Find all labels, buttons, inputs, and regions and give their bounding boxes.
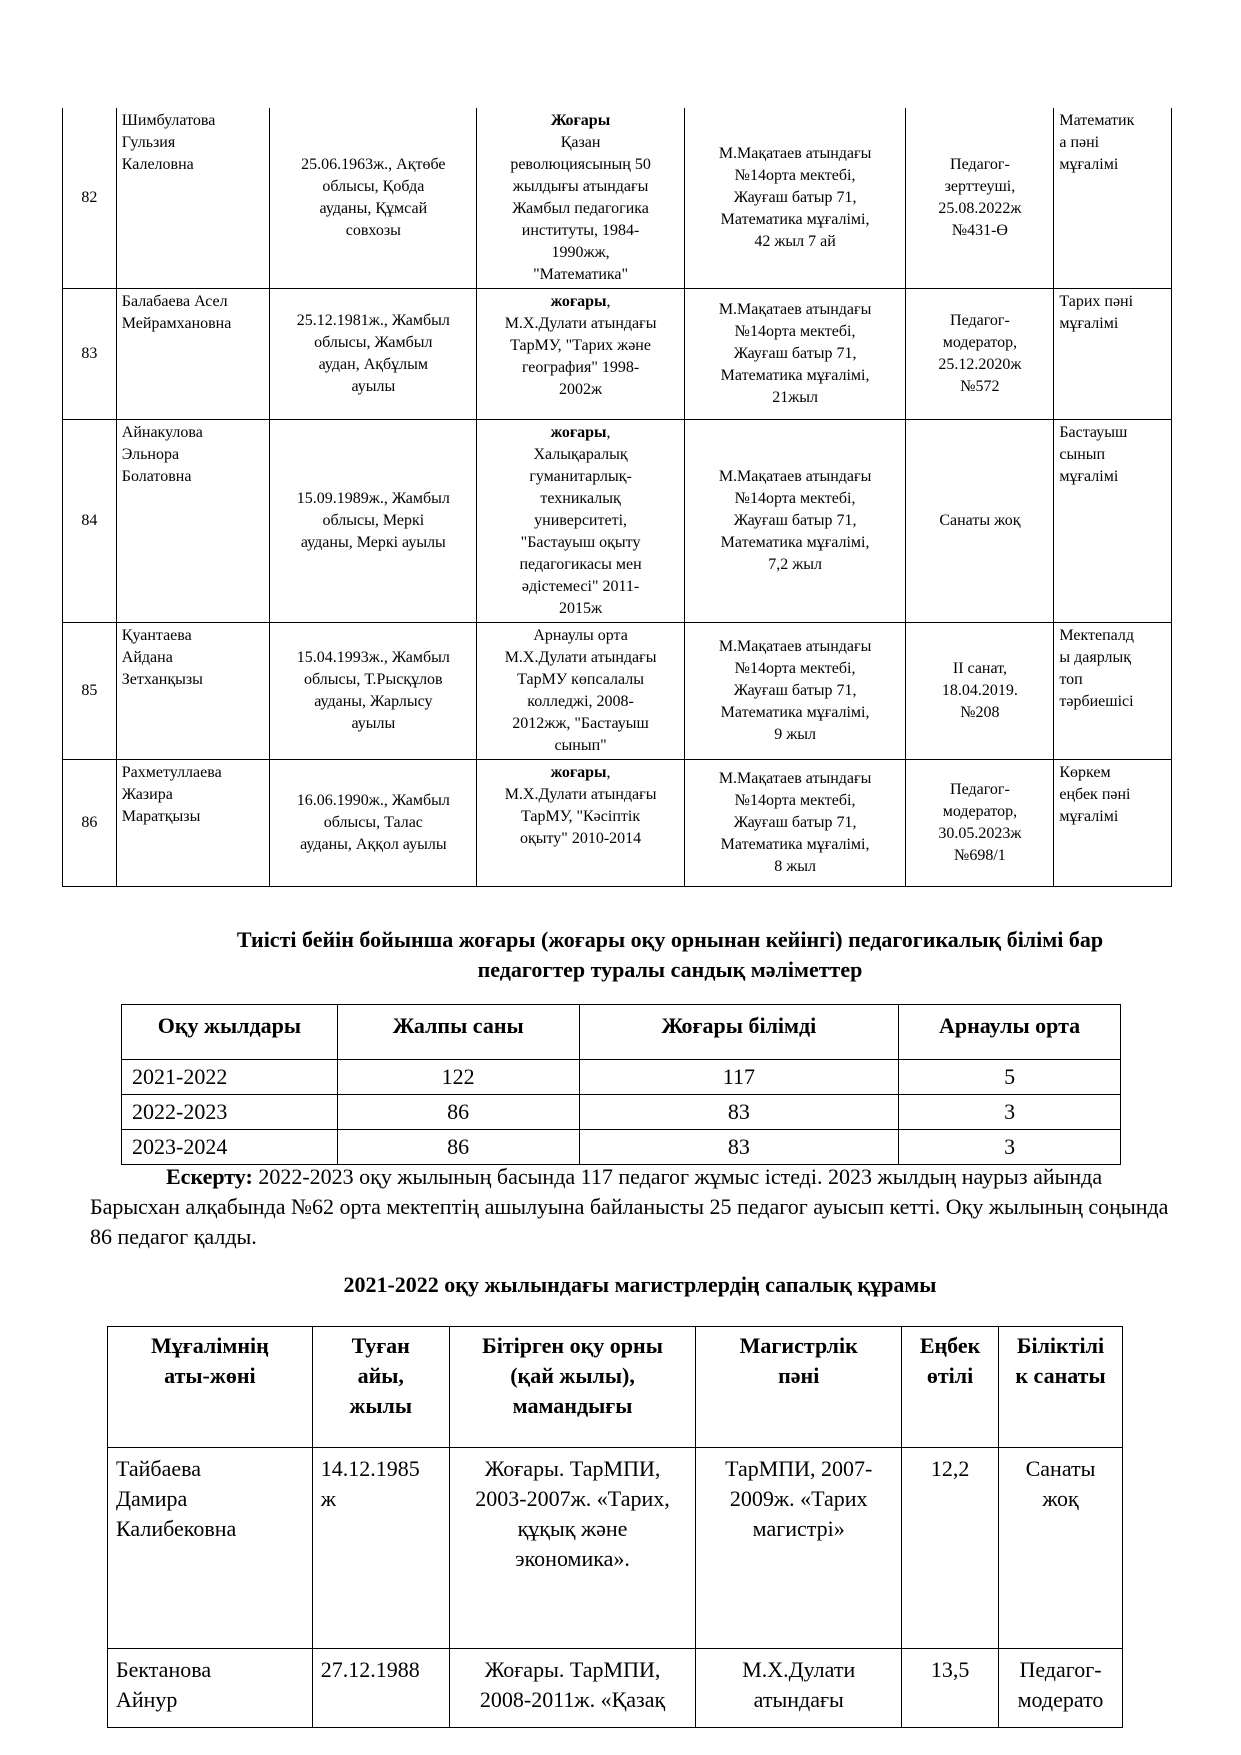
cell-line: Жауғаш батыр 71, <box>733 682 857 699</box>
cell-line: №14орта мектебі, <box>734 792 856 809</box>
cell-line: М.Мақатаев атындағы <box>718 145 872 162</box>
cell-line: Балабаева Асел <box>121 293 228 310</box>
cell-line: ТарМПИ, 2007- <box>725 1456 873 1481</box>
master-name <box>108 1448 313 1649</box>
cell-line: Арнаулы орта <box>533 627 628 644</box>
cell-line: М.Мақатаев атындағы <box>718 770 872 787</box>
cell-line: 8 жыл <box>774 858 816 875</box>
cell-line: Математика мұғалімі, <box>720 836 870 853</box>
cell-line: колледжі, 2008- <box>527 693 634 710</box>
cell-line: Халықаралық <box>533 446 628 463</box>
cell-line: Жазира <box>121 786 173 803</box>
cell-line: облысы, Қобда <box>322 178 425 195</box>
staff-category <box>906 623 1054 760</box>
cell-line: Бастауыш <box>1059 424 1128 441</box>
staff-birth <box>270 760 477 887</box>
education-level-label: Жоғары <box>550 112 611 129</box>
education-level <box>482 291 678 313</box>
cell-line: облысы, Талас <box>323 814 423 831</box>
education-level <box>482 422 678 444</box>
cell-line: ТарМУ көпсалалы <box>517 671 644 688</box>
cell-line: Магистрлік <box>739 1333 858 1358</box>
cell-line: М.Х.Дулати <box>742 1657 856 1682</box>
education-level-suffix: , <box>606 424 611 441</box>
cell-line: топ <box>1059 671 1083 688</box>
cell-line: №14орта мектебі, <box>734 323 856 340</box>
stats-table-body <box>122 1060 1121 1165</box>
staff-position <box>1054 108 1172 289</box>
staff-row-number: 83 <box>63 289 117 420</box>
cell-line: Математика мұғалімі, <box>720 704 870 721</box>
cell-line: Жауғаш батыр 71, <box>733 189 857 206</box>
stats-row <box>122 1130 1121 1165</box>
masters-table <box>107 1326 1123 1728</box>
cell-line: 13,5 <box>930 1657 970 1682</box>
cell-line: Зетханқызы <box>121 671 203 688</box>
cell-line: жоқ <box>1042 1486 1079 1511</box>
cell-line: Санаты жоқ <box>939 512 1021 529</box>
cell-line: атындағы <box>753 1687 844 1712</box>
education-level-suffix: , <box>606 764 611 781</box>
stats-value: 86 <box>337 1130 579 1165</box>
masters-header-row <box>108 1327 1123 1448</box>
cell-line: ауданы, Аққол ауылы <box>300 836 447 853</box>
cell-line: Рахметуллаева <box>121 764 222 781</box>
stats-value: 3 <box>899 1130 1121 1165</box>
staff-birth <box>270 289 477 420</box>
cell-line: Бітірген оқу орны <box>482 1333 663 1358</box>
cell-line: мұғалімі <box>1059 468 1119 485</box>
cell-line: Математика мұғалімі, <box>720 211 870 228</box>
cell-line: Шимбулатова <box>121 112 216 129</box>
cell-line: к санаты <box>1015 1363 1106 1388</box>
masters-header-education <box>449 1327 696 1448</box>
staff-table-body <box>63 108 1172 887</box>
cell-line: Мейрамхановна <box>121 315 232 332</box>
cell-line: 14.12.1985 <box>320 1456 420 1481</box>
stats-heading <box>150 925 1190 985</box>
master-experience <box>902 1649 999 1728</box>
cell-line: Калеловна <box>121 156 194 173</box>
stats-value: 83 <box>579 1130 899 1165</box>
cell-line: модерато <box>1017 1687 1104 1712</box>
cell-line: педагогикасы мен <box>519 556 642 573</box>
staff-row <box>63 760 1172 887</box>
stats-value: 122 <box>337 1060 579 1095</box>
stats-header-total: Жалпы саны <box>337 1005 579 1060</box>
cell-line: М.Х.Дулати атындағы <box>504 649 657 666</box>
cell-line: Біліктілі <box>1016 1333 1105 1358</box>
cell-line: "Математика" <box>533 266 629 283</box>
stats-header-higher: Жоғары білімді <box>579 1005 899 1060</box>
cell-line: Жоғары. ТарМПИ, <box>484 1657 661 1682</box>
cell-line: Жауғаш батыр 71, <box>733 814 857 831</box>
staff-workplace <box>684 420 906 623</box>
cell-line: 30.05.2023ж <box>938 825 1022 842</box>
cell-line: Айдана <box>121 649 173 666</box>
cell-line: экономика». <box>515 1546 630 1571</box>
masters-table-body <box>108 1448 1123 1728</box>
staff-row <box>63 108 1172 289</box>
cell-line: (қай жылы), <box>510 1363 635 1388</box>
cell-line: сынып" <box>554 737 607 754</box>
staff-birth <box>270 623 477 760</box>
cell-line: а пәні <box>1059 134 1100 151</box>
master-subject <box>696 1649 902 1728</box>
cell-line: 25.08.2022ж <box>938 200 1022 217</box>
cell-line: 2008-2011ж. «Қазақ <box>479 1687 666 1712</box>
note-text: 2022-2023 оқу жылының басында 117 педагог жұмыс істеді. 2023 жылдың наурыз айында Барысхан алқабында №62 орта мектептің ашылуына байланысты 25 педагог ауысып кетті. Оқу жылының соңында 86 педагог қалды. <box>90 1164 1169 1249</box>
cell-line: №698/1 <box>954 847 1006 864</box>
cell-line: 42 жыл 7 ай <box>754 233 836 250</box>
masters-heading: 2021-2022 оқу жылындағы магистрлердің сапалық құрамы <box>343 1272 937 1297</box>
cell-line: модератор, <box>942 803 1018 820</box>
cell-line: Гульзия <box>121 134 176 151</box>
staff-education <box>477 289 684 420</box>
staff-row-number: 82 <box>63 108 117 289</box>
cell-line: институты, 1984- <box>521 222 640 239</box>
staff-position <box>1054 760 1172 887</box>
master-birth <box>312 1448 449 1649</box>
cell-line: аудан, Ақбұлым <box>318 356 429 373</box>
cell-line: Санаты <box>1025 1456 1096 1481</box>
cell-line: Айнур <box>116 1687 178 1712</box>
staff-education <box>477 760 684 887</box>
cell-line: "Бастауыш оқыту <box>520 534 641 551</box>
staff-name <box>116 760 269 887</box>
cell-line: 15.04.1993ж., Жамбыл <box>296 649 450 666</box>
cell-line: Жауғаш батыр 71, <box>733 512 857 529</box>
staff-education <box>477 420 684 623</box>
cell-line: ауданы, Жарлысу <box>314 693 433 710</box>
cell-line: айы, <box>357 1363 404 1388</box>
masters-row <box>108 1649 1123 1728</box>
cell-line: зерттеуші, <box>944 178 1016 195</box>
cell-line: 7,2 жыл <box>768 556 822 573</box>
stats-value: 3 <box>899 1095 1121 1130</box>
cell-line: 2003-2007ж. «Тарих, <box>475 1486 670 1511</box>
staff-education <box>477 108 684 289</box>
education-level-label: жоғары <box>550 293 607 310</box>
staff-position <box>1054 420 1172 623</box>
education-level-suffix: , <box>606 293 611 310</box>
staff-row-number: 85 <box>63 623 117 760</box>
master-education <box>449 1448 696 1649</box>
cell-line: М.Мақатаев атындағы <box>718 468 872 485</box>
cell-line: 27.12.1988 <box>320 1657 420 1682</box>
staff-category <box>906 420 1054 623</box>
cell-line: №431-Ө <box>951 222 1008 239</box>
cell-line: Көркем <box>1059 764 1111 781</box>
cell-line: гуманитарлық- <box>529 468 632 485</box>
stats-row <box>122 1095 1121 1130</box>
cell-line: өтілі <box>926 1363 974 1388</box>
cell-line: 18.04.2019. <box>941 682 1018 699</box>
cell-line: Мектепалд <box>1059 627 1135 644</box>
staff-row-number: 84 <box>63 420 117 623</box>
cell-line: ауданы, Құмсай <box>319 200 428 217</box>
education-level-label: жоғары <box>550 424 607 441</box>
cell-line: 21жыл <box>772 389 818 406</box>
cell-line: магистрі» <box>752 1516 845 1541</box>
cell-line: 25.12.1981ж., Жамбыл <box>296 312 450 329</box>
cell-line: Математика мұғалімі, <box>720 534 870 551</box>
masters-header-experience <box>902 1327 999 1448</box>
cell-line: мамандығы <box>512 1393 633 1418</box>
cell-line: Педагог- <box>950 156 1010 173</box>
cell-line: Маратқызы <box>121 808 201 825</box>
education-level-label: жоғары <box>550 764 607 781</box>
cell-line: Бектанова <box>116 1657 212 1682</box>
stats-header-years: Оқу жылдары <box>122 1005 338 1060</box>
cell-line: 1990жж, <box>551 244 610 261</box>
cell-line: М.Х.Дулати атындағы <box>504 786 657 803</box>
cell-line: №14орта мектебі, <box>734 660 856 677</box>
staff-workplace <box>684 623 906 760</box>
staff-table <box>62 108 1172 887</box>
cell-line: техникалық <box>540 490 621 507</box>
staff-workplace <box>684 289 906 420</box>
masters-header-master-subject <box>696 1327 902 1448</box>
cell-line: Туған <box>351 1333 410 1358</box>
cell-line: Тарих пәні <box>1059 293 1134 310</box>
cell-line: Жауғаш батыр 71, <box>733 345 857 362</box>
staff-category <box>906 108 1054 289</box>
staff-birth <box>270 108 477 289</box>
cell-line: тәрбиешісі <box>1059 693 1134 710</box>
master-name <box>108 1649 313 1728</box>
cell-line: 15.09.1989ж., Жамбыл <box>296 490 450 507</box>
cell-line: Дамира <box>116 1486 188 1511</box>
note-paragraph <box>90 1162 1190 1252</box>
master-subject <box>696 1448 902 1649</box>
cell-line: Тайбаева <box>116 1456 202 1481</box>
cell-line: оқыту" 2010-2014 <box>519 830 642 847</box>
cell-line: Эльнора <box>121 446 180 463</box>
cell-line: облысы, Меркі <box>322 512 425 529</box>
staff-position <box>1054 289 1172 420</box>
cell-line: 12,2 <box>930 1456 970 1481</box>
stats-year: 2023-2024 <box>122 1130 338 1165</box>
stats-header-row <box>122 1005 1121 1060</box>
cell-line: Математик <box>1059 112 1135 129</box>
cell-line: 25.12.2020ж <box>938 356 1022 373</box>
cell-line: 2015ж <box>559 600 603 617</box>
cell-line: ауылы <box>351 378 396 395</box>
cell-line: ауданы, Меркі ауылы <box>300 534 446 551</box>
cell-line: Еңбек <box>919 1333 981 1358</box>
cell-line: 2012жж, "Бастауыш <box>512 715 649 732</box>
cell-line: сынып <box>1059 446 1106 463</box>
cell-line: №14орта мектебі, <box>734 167 856 184</box>
cell-line: жылы <box>349 1393 413 1418</box>
cell-line: ТарМУ, "Тарих және <box>510 337 651 354</box>
cell-line: М.Мақатаев атындағы <box>718 638 872 655</box>
cell-line: II санат, <box>952 660 1007 677</box>
cell-line: облысы, Т.Рысқұлов <box>304 671 443 688</box>
cell-line: №208 <box>960 704 1000 721</box>
cell-line: мұғалімі <box>1059 156 1119 173</box>
masters-row <box>108 1448 1123 1649</box>
staff-birth <box>270 420 477 623</box>
staff-name <box>116 623 269 760</box>
cell-line: Математика мұғалімі, <box>720 367 870 384</box>
cell-line: революциясының 50 <box>510 156 651 173</box>
cell-line: ж <box>320 1486 336 1511</box>
cell-line: модератор, <box>942 334 1018 351</box>
stats-heading-line: Тиісті бейін бойынша жоғары (жоғары оқу орнынан кейінгі) педагогикалық білімі бар <box>236 927 1104 952</box>
master-category <box>999 1649 1123 1728</box>
staff-row-number: 86 <box>63 760 117 887</box>
staff-category <box>906 760 1054 887</box>
cell-line: әдістемесі" 2011- <box>521 578 640 595</box>
cell-line: ы даярлық <box>1059 649 1131 666</box>
cell-line: №14орта мектебі, <box>734 490 856 507</box>
staff-row <box>63 289 1172 420</box>
cell-line: Мұғалімнің <box>150 1333 269 1358</box>
cell-line: мұғалімі <box>1059 315 1119 332</box>
cell-line: университеті, <box>534 512 628 529</box>
stats-value: 117 <box>579 1060 899 1095</box>
stats-year: 2021-2022 <box>122 1060 338 1095</box>
staff-category <box>906 289 1054 420</box>
cell-line: Жамбыл педагогика <box>512 200 649 217</box>
cell-line: география" 1998- <box>521 359 640 376</box>
staff-name <box>116 420 269 623</box>
education-level <box>482 110 678 132</box>
cell-line: Қазан <box>560 134 601 151</box>
stats-year: 2022-2023 <box>122 1095 338 1130</box>
staff-name <box>116 108 269 289</box>
master-birth <box>312 1649 449 1728</box>
stats-heading-line: педагогтер туралы сандық мәліметтер <box>477 957 863 982</box>
cell-line: М.Мақатаев атындағы <box>718 301 872 318</box>
cell-line: 2002ж <box>559 381 603 398</box>
cell-line: аты-жөні <box>164 1363 256 1388</box>
cell-line: еңбек пәні <box>1059 786 1131 803</box>
cell-line: 9 жыл <box>774 726 816 743</box>
cell-line: Жоғары. ТарМПИ, <box>484 1456 661 1481</box>
master-experience <box>902 1448 999 1649</box>
cell-line: Педагог- <box>950 312 1010 329</box>
stats-row <box>122 1060 1121 1095</box>
cell-line: М.Х.Дулати атындағы <box>504 315 657 332</box>
stats-header-vocational: Арнаулы орта <box>899 1005 1121 1060</box>
cell-line: Қуантаева <box>121 627 192 644</box>
staff-row <box>63 623 1172 760</box>
stats-value: 83 <box>579 1095 899 1130</box>
cell-line: Педагог- <box>1019 1657 1102 1682</box>
cell-line: Калибековна <box>116 1516 237 1541</box>
staff-workplace <box>684 108 906 289</box>
stats-value: 5 <box>899 1060 1121 1095</box>
cell-line: 25.06.1963ж., Ақтөбе <box>301 156 446 173</box>
staff-workplace <box>684 760 906 887</box>
cell-line: 2009ж. «Тарих <box>729 1486 868 1511</box>
cell-line: құқық және <box>517 1516 628 1541</box>
master-category <box>999 1448 1123 1649</box>
cell-line: жылдығы атындағы <box>512 178 649 195</box>
staff-position <box>1054 623 1172 760</box>
cell-line: совхозы <box>345 222 401 239</box>
cell-line: облысы, Жамбыл <box>314 334 433 351</box>
masters-header-birth <box>312 1327 449 1448</box>
cell-line: №572 <box>960 378 1000 395</box>
cell-line: Болатовна <box>121 468 192 485</box>
cell-line: Айнакулова <box>121 424 203 441</box>
staff-education <box>477 623 684 760</box>
cell-line: Педагог- <box>950 781 1010 798</box>
stats-table <box>121 1004 1121 1165</box>
masters-header-category <box>999 1327 1123 1448</box>
cell-line: пәні <box>778 1363 820 1388</box>
staff-row <box>63 420 1172 623</box>
staff-name <box>116 289 269 420</box>
cell-line: мұғалімі <box>1059 808 1119 825</box>
master-education <box>449 1649 696 1728</box>
education-level <box>482 762 678 784</box>
masters-header-name <box>108 1327 313 1448</box>
cell-line: 16.06.1990ж., Жамбыл <box>296 792 450 809</box>
stats-value: 86 <box>337 1095 579 1130</box>
cell-line: ауылы <box>351 715 396 732</box>
note-label: Ескерту: <box>166 1164 253 1189</box>
cell-line: ТарМУ, "Кәсіптік <box>521 808 641 825</box>
